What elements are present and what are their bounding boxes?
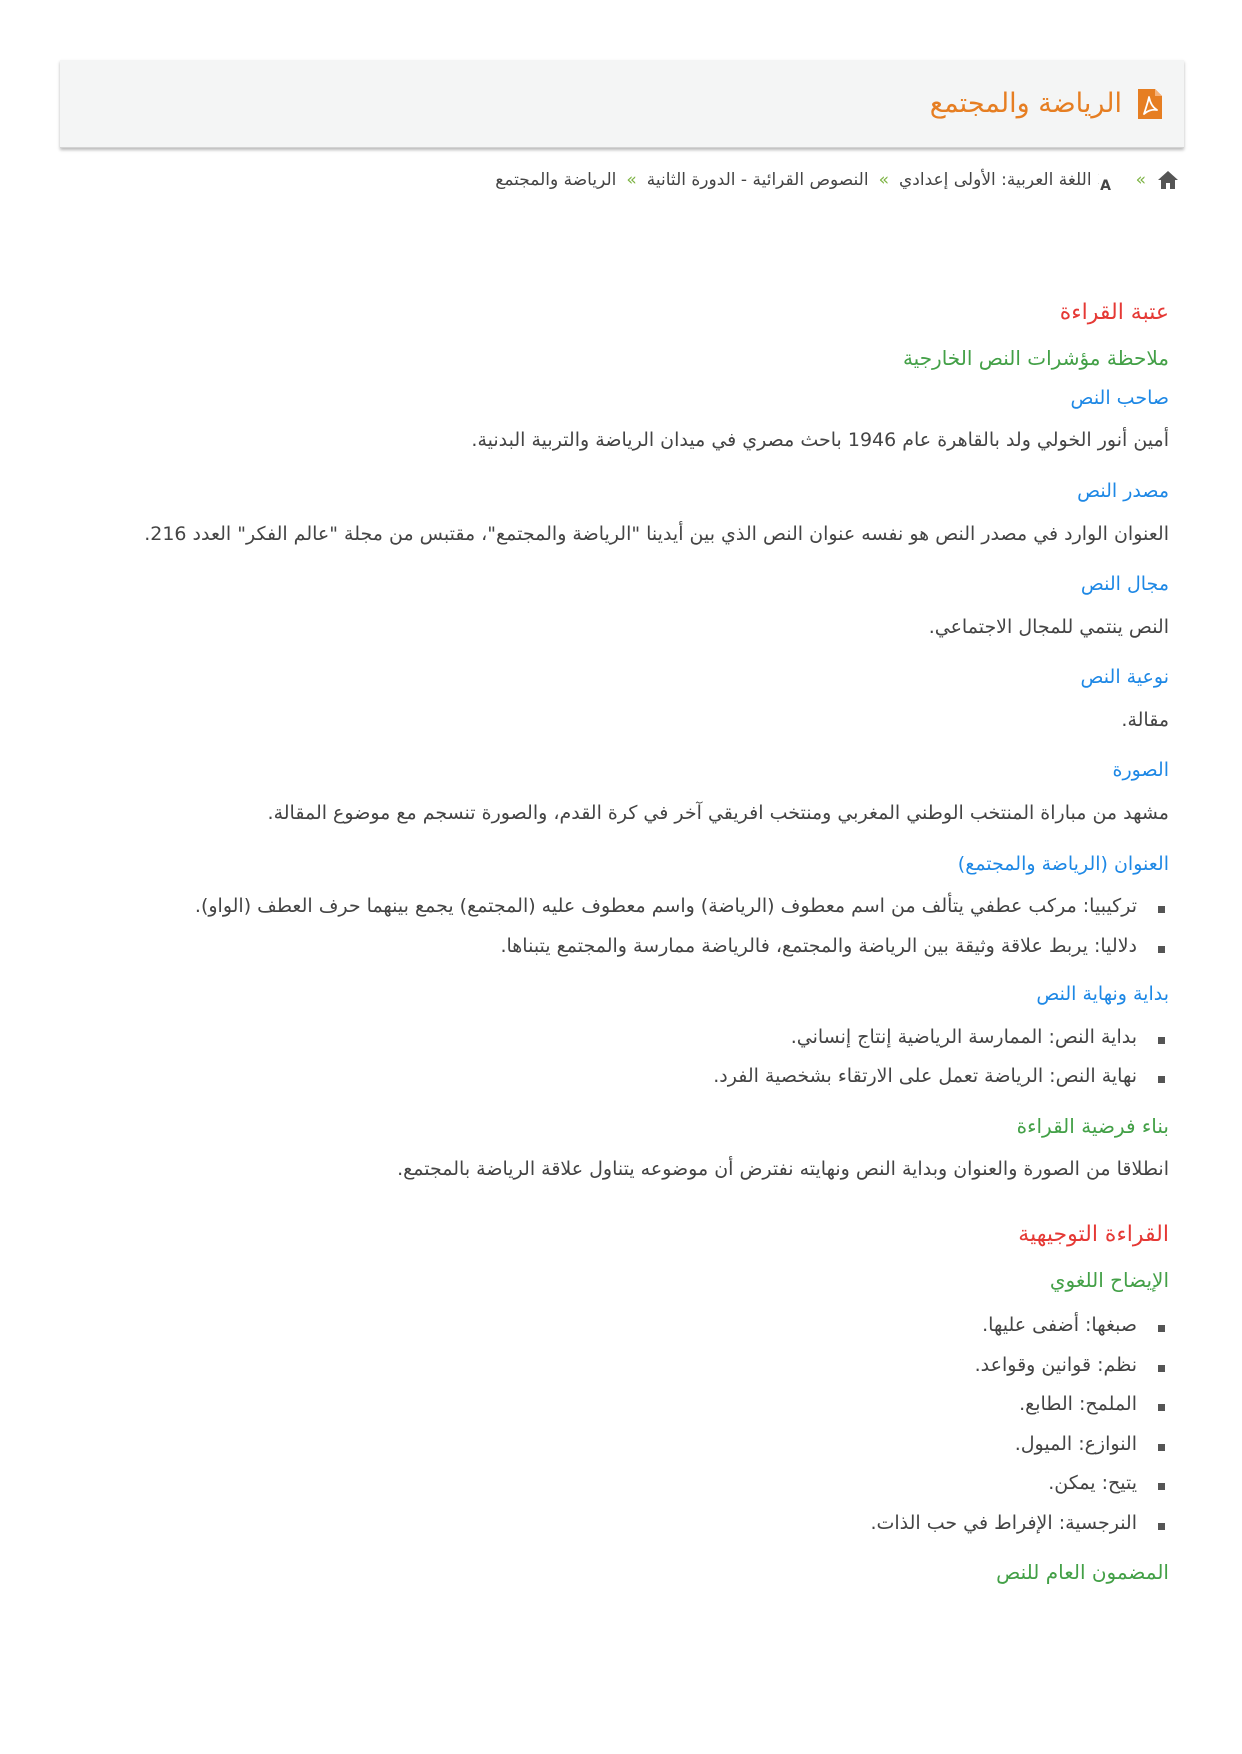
bullet bbox=[1158, 1037, 1165, 1044]
bullet bbox=[1158, 1076, 1165, 1083]
type-text: مقالة. bbox=[1121, 708, 1169, 731]
list-item: يتيح: يمكن. bbox=[69, 1470, 1169, 1498]
image-heading: الصورة bbox=[1112, 759, 1169, 782]
bullet bbox=[1158, 1483, 1165, 1490]
page-title: الرياضة والمجتمع bbox=[929, 88, 1122, 119]
breadcrumb-separator: » bbox=[1135, 170, 1146, 190]
author-text: أمين أنور الخولي ولد بالقاهرة عام 1946 باحث مصري في ميدان الرياضة والتربية البدنية. bbox=[471, 429, 1169, 452]
bullet bbox=[1158, 906, 1165, 913]
source-text: العنوان الوارد في مصدر النص هو نفسه عنوان النص الذي بين أيدينا "الرياضة والمجتمع"، مقتبس من مجلة "عالم الفكر" العدد 216. bbox=[144, 522, 1169, 545]
breadcrumb-separator: » bbox=[878, 170, 889, 190]
breadcrumb-separator: » bbox=[626, 170, 637, 190]
article-content bbox=[69, 298, 1169, 1586]
guided-reading-heading: القراءة التوجيهية bbox=[1018, 1222, 1169, 1248]
vocabulary-heading: الإيضاح اللغوي bbox=[1049, 1268, 1169, 1293]
external-indicators-heading: ملاحظة مؤشرات النص الخارجية bbox=[902, 345, 1169, 370]
type-heading: نوعية النص bbox=[1080, 666, 1169, 689]
bullet bbox=[1158, 1523, 1165, 1530]
bullet bbox=[1158, 1365, 1165, 1372]
start-end-list bbox=[69, 1024, 1169, 1091]
author-heading: صاحب النص bbox=[1070, 386, 1169, 409]
svg-text:A: A bbox=[1099, 178, 1111, 192]
pdf-icon[interactable] bbox=[1136, 87, 1164, 121]
general-content-heading: المضمون العام للنص bbox=[996, 1559, 1169, 1584]
start-end-heading: بداية ونهاية النص bbox=[1036, 983, 1169, 1006]
threshold-heading: عتبة القراءة bbox=[1059, 300, 1169, 325]
page-header bbox=[60, 60, 1184, 148]
list-item: صبغها: أضفى عليها. bbox=[69, 1312, 1169, 1340]
bullet bbox=[1158, 946, 1165, 953]
breadcrumb bbox=[495, 168, 1180, 192]
list-item: نظم: قوانين وقواعد. bbox=[69, 1352, 1169, 1380]
bullet bbox=[1158, 1325, 1165, 1332]
hypothesis-heading: بناء فرضية القراءة bbox=[1016, 1113, 1169, 1138]
image-text: مشهد من مباراة المنتخب الوطني المغربي ومنتخب افريقي آخر في كرة القدم، والصورة تنسجم مع موضوع المقالة. bbox=[267, 801, 1169, 824]
list-item: الملمح: الطابع. bbox=[69, 1391, 1169, 1419]
breadcrumb-item-category[interactable]: النصوص القرائية - الدورة الثانية bbox=[646, 170, 869, 190]
field-text: النص ينتمي للمجال الاجتماعي. bbox=[928, 615, 1169, 638]
list-item: بداية النص: الممارسة الرياضية إنتاج إنساني. bbox=[69, 1024, 1169, 1052]
list-item: تركيبيا: مركب عطفي يتألف من اسم معطوف (الرياضة) واسم معطوف عليه (المجتمع) يجمع بينهما حرف العطف (الواو). bbox=[69, 893, 1169, 921]
list-item: دلاليا: يربط علاقة وثيقة بين الرياضة والمجتمع، فالرياضة ممارسة والمجتمع يتبناها. bbox=[69, 933, 1169, 961]
breadcrumb-item-current: الرياضة والمجتمع bbox=[495, 170, 617, 190]
home-icon[interactable] bbox=[1156, 169, 1180, 191]
list-item: النوازع: الميول. bbox=[69, 1431, 1169, 1459]
breadcrumb-item-subject[interactable]: اللغة العربية: الأولى إعدادي bbox=[898, 170, 1092, 190]
svg-text:文 bbox=[1098, 171, 1099, 187]
translate-icon bbox=[1098, 168, 1126, 192]
bullet bbox=[1158, 1444, 1165, 1451]
field-heading: مجال النص bbox=[1080, 573, 1169, 596]
bullet bbox=[1158, 1404, 1165, 1411]
list-item: النرجسية: الإفراط في حب الذات. bbox=[69, 1510, 1169, 1538]
source-heading: مصدر النص bbox=[1077, 479, 1169, 502]
title-analysis-list bbox=[69, 893, 1169, 960]
hypothesis-text: انطلاقا من الصورة والعنوان وبداية النص ونهايته نفترض أن موضوعه يتناول علاقة الرياضة بالمجتمع. bbox=[397, 1157, 1169, 1180]
title-analysis-heading: العنوان (الرياضة والمجتمع) bbox=[957, 852, 1169, 875]
list-item: نهاية النص: الرياضة تعمل على الارتقاء بشخصية الفرد. bbox=[69, 1063, 1169, 1091]
vocabulary-list bbox=[69, 1312, 1169, 1537]
